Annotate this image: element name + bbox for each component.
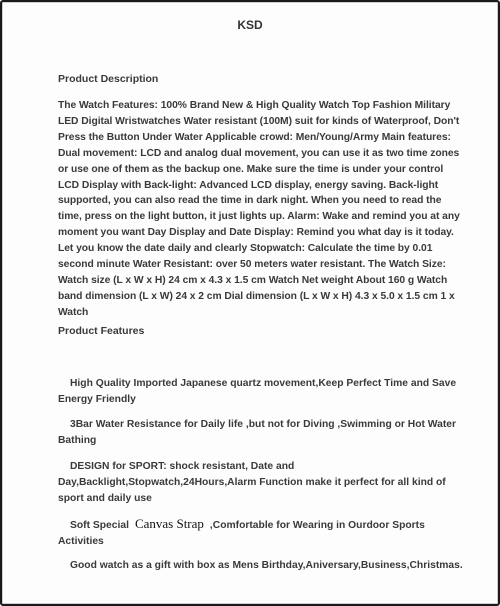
features-heading: Product Features — [58, 325, 145, 337]
description-heading: Product Description — [58, 73, 159, 85]
feature-suffix: ,Comfortable for Wearing in Ourdoor Sports Activities — [58, 520, 425, 547]
feature-text: 3Bar Water Resistance for Daily life ,but not for Diving ,Swimming or Hot Water Bathing — [58, 419, 456, 446]
feature-prefix: Soft Special — [70, 520, 129, 531]
feature-item — [58, 376, 468, 408]
feature-item — [58, 459, 462, 507]
feature-text: DESIGN for SPORT: shock resistant, Date and Day,Backlight,Stopwatch,24Hours,Alarm Function make it perfect for all kind of sport and daily use — [58, 461, 446, 504]
feature-item — [58, 558, 468, 574]
feature-item — [58, 417, 468, 449]
description-body: The Watch Features: 100% Brand New & High Quality Watch Top Fashion Military LED Digital Wristwatches Water resistant (100M) suit for kinds of Waterproof, Don't Press the Button Under Water Applicable crowd: Men/Young/Army Main features: Dual movement: LCD and analog dual movement, you can use it as two time zones or use one of them as the backup one. Make sure the time is under your control LCD Display with Back-light: Advanced LCD display, energy saving. Back-light supported, you can also read the time in dark night. When you need to read the time, press on the light button, it just lights up. Alarm: Wake and remind you at any moment you want Day Display and Date Display: Remind you what day is it today. Let you know the date daily and clearly Stopwatch: Calculate the time by 0.01 second minute Water Resistant: over 50 meters water resistant. The Watch Size: Watch size (L x W x H) 24 cm x 4.3 x 1.5 cm Watch Net weight About 160 g Watch band dimension (L x W) 24 x 2 cm Dial dimension (L x W x H) 4.3 x 5.0 x 1.5 cm 1 x Watch — [58, 100, 460, 318]
feature-text: High Quality Imported Japanese quartz movement,Keep Perfect Time and Save Energy Friendly — [58, 378, 457, 405]
brand-title: KSD — [237, 18, 263, 32]
feature-item — [58, 516, 468, 550]
feature-text: Good watch as a gift with box as Mens Birthday,Aniversary,Business,Christmas. — [70, 560, 463, 571]
feature-highlight: Canvas Strap — [134, 516, 204, 531]
